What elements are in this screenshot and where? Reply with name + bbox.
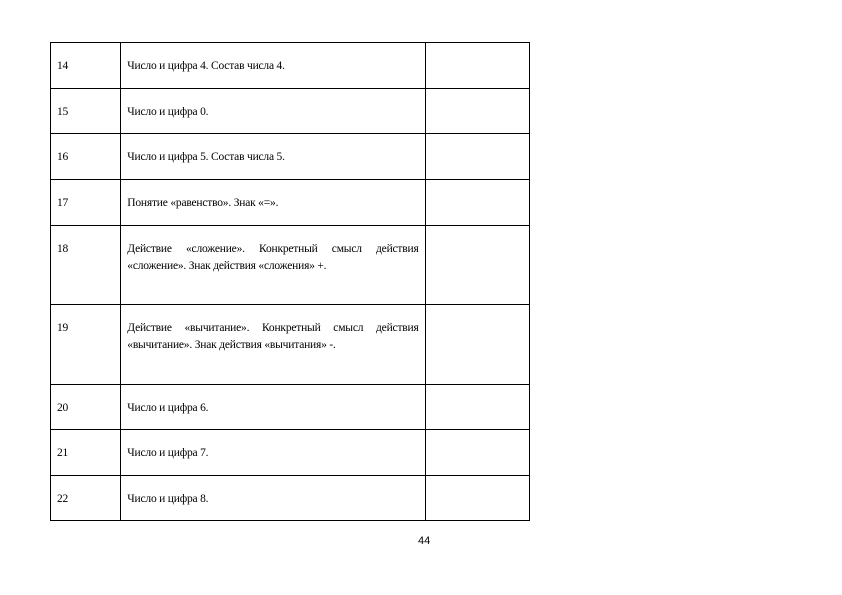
lesson-topic: Действие «сложение». Конкретный смысл действия «сложение». Знак действия «сложения» +.: [127, 243, 419, 272]
table-row: [51, 43, 530, 89]
lesson-note: [426, 180, 529, 195]
lesson-number-cell: [51, 134, 121, 180]
lesson-number: 19: [57, 322, 69, 334]
lesson-topic-cell: [121, 476, 425, 521]
lesson-note-cell: [425, 180, 529, 226]
lesson-number-cell: [51, 226, 121, 305]
lesson-number: 17: [57, 197, 69, 209]
lesson-note-cell: [425, 43, 529, 89]
lesson-number-cell: [51, 305, 121, 385]
lesson-topic-cell: [121, 43, 425, 89]
lesson-topic: Число и цифра 6.: [127, 402, 209, 414]
lesson-note-cell: [425, 476, 529, 521]
lesson-number: 21: [57, 447, 69, 459]
lesson-note: [426, 226, 529, 241]
lesson-number: 16: [57, 151, 69, 163]
lesson-topic-cell: [121, 226, 425, 305]
table-row: [51, 430, 530, 476]
lesson-number-cell: [51, 43, 121, 89]
lesson-topic: Действие «вычитание». Конкретный смысл действия «вычитание». Знак действия «вычитания» -.: [127, 322, 419, 351]
lesson-topic: Число и цифра 4. Состав числа 4.: [127, 60, 285, 72]
lesson-number-cell: [51, 430, 121, 476]
lesson-topic-cell: [121, 385, 425, 430]
lesson-note-cell: [425, 305, 529, 385]
lesson-note: [426, 476, 529, 491]
lesson-note-cell: [425, 89, 529, 134]
table-row: [51, 385, 530, 430]
lesson-topic: Число и цифра 8.: [127, 493, 209, 505]
lesson-note: [426, 89, 529, 104]
table-row: [51, 476, 530, 521]
lesson-plan-table: [50, 42, 530, 521]
lesson-number: 15: [57, 106, 69, 118]
page-number: 44: [418, 535, 431, 547]
table-row: [51, 134, 530, 180]
lesson-note-cell: [425, 226, 529, 305]
lesson-note: [426, 43, 529, 58]
lesson-number: 14: [57, 60, 69, 72]
lesson-number: 22: [57, 493, 69, 505]
lesson-topic: Число и цифра 7.: [127, 447, 209, 459]
table-row: [51, 180, 530, 226]
lesson-note: [426, 134, 529, 149]
lesson-topic: Число и цифра 0.: [127, 106, 209, 118]
lesson-number: 18: [57, 243, 69, 255]
lesson-note-cell: [425, 430, 529, 476]
lesson-topic-cell: [121, 180, 425, 226]
lesson-topic: Число и цифра 5. Состав числа 5.: [127, 151, 285, 163]
lesson-note: [426, 305, 529, 320]
lesson-note: [426, 430, 529, 445]
lesson-topic: Понятие «равенство». Знак «=».: [127, 197, 279, 209]
lesson-topic-cell: [121, 430, 425, 476]
lesson-topic-cell: [121, 89, 425, 134]
table-row: [51, 305, 530, 385]
lesson-topic-cell: [121, 134, 425, 180]
lesson-note-cell: [425, 385, 529, 430]
lesson-topic-cell: [121, 305, 425, 385]
lesson-note: [426, 385, 529, 400]
lesson-number-cell: [51, 180, 121, 226]
lesson-number-cell: [51, 385, 121, 430]
lesson-number: 20: [57, 402, 69, 414]
table-row: [51, 226, 530, 305]
lesson-note-cell: [425, 134, 529, 180]
lesson-number-cell: [51, 89, 121, 134]
table-row: [51, 89, 530, 134]
lesson-number-cell: [51, 476, 121, 521]
